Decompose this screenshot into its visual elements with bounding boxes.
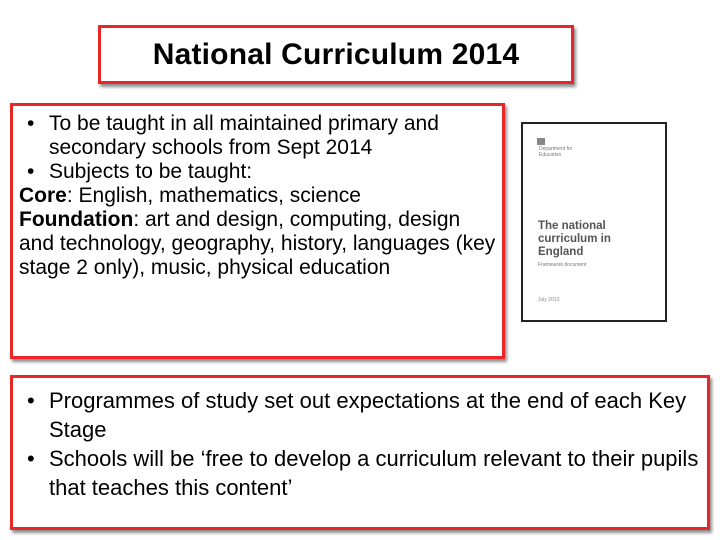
bullet-text: To be taught in all maintained primary and secondary schools from Sept 2014 — [49, 112, 439, 159]
bullet-text: Subjects to be taught: — [49, 160, 253, 183]
info-box-top — [10, 103, 505, 359]
document-department: Department for Education — [539, 146, 573, 158]
document-subtitle: Framework document — [538, 262, 587, 268]
core-label: Core — [19, 184, 67, 207]
bullet-icon: • — [27, 446, 35, 471]
bullet-text: Programmes of study set out expectations at the end of each Key Stage — [49, 388, 687, 442]
foundation-label: Foundation — [19, 208, 134, 231]
bullet-icon: • — [27, 160, 35, 183]
bullet-item — [19, 386, 699, 444]
document-cover-image — [521, 122, 667, 322]
slide-title: National Curriculum 2014 — [152, 37, 520, 71]
core-text: : English, mathematics, science — [66, 184, 361, 207]
title-box — [98, 25, 574, 84]
bullet-item — [19, 160, 496, 184]
info-box-bottom — [10, 375, 710, 530]
foundation-line — [19, 208, 496, 280]
document-date: July 2013 — [538, 297, 560, 303]
bullet-icon: • — [27, 388, 35, 413]
bullet-item — [19, 112, 496, 160]
core-line — [19, 184, 496, 208]
bullet-item — [19, 444, 699, 502]
bullet-icon: • — [27, 112, 35, 135]
bullet-text: Schools will be ‘free to develop a curriculum relevant to their pupils that teaches this content’ — [49, 446, 699, 500]
document-title: The national curriculum in England — [538, 220, 611, 258]
foundation-text: : art and design, computing, design and technology, geography, history, languages (key stage 2 only), music, physical education — [19, 208, 496, 279]
crest-icon — [537, 138, 545, 145]
